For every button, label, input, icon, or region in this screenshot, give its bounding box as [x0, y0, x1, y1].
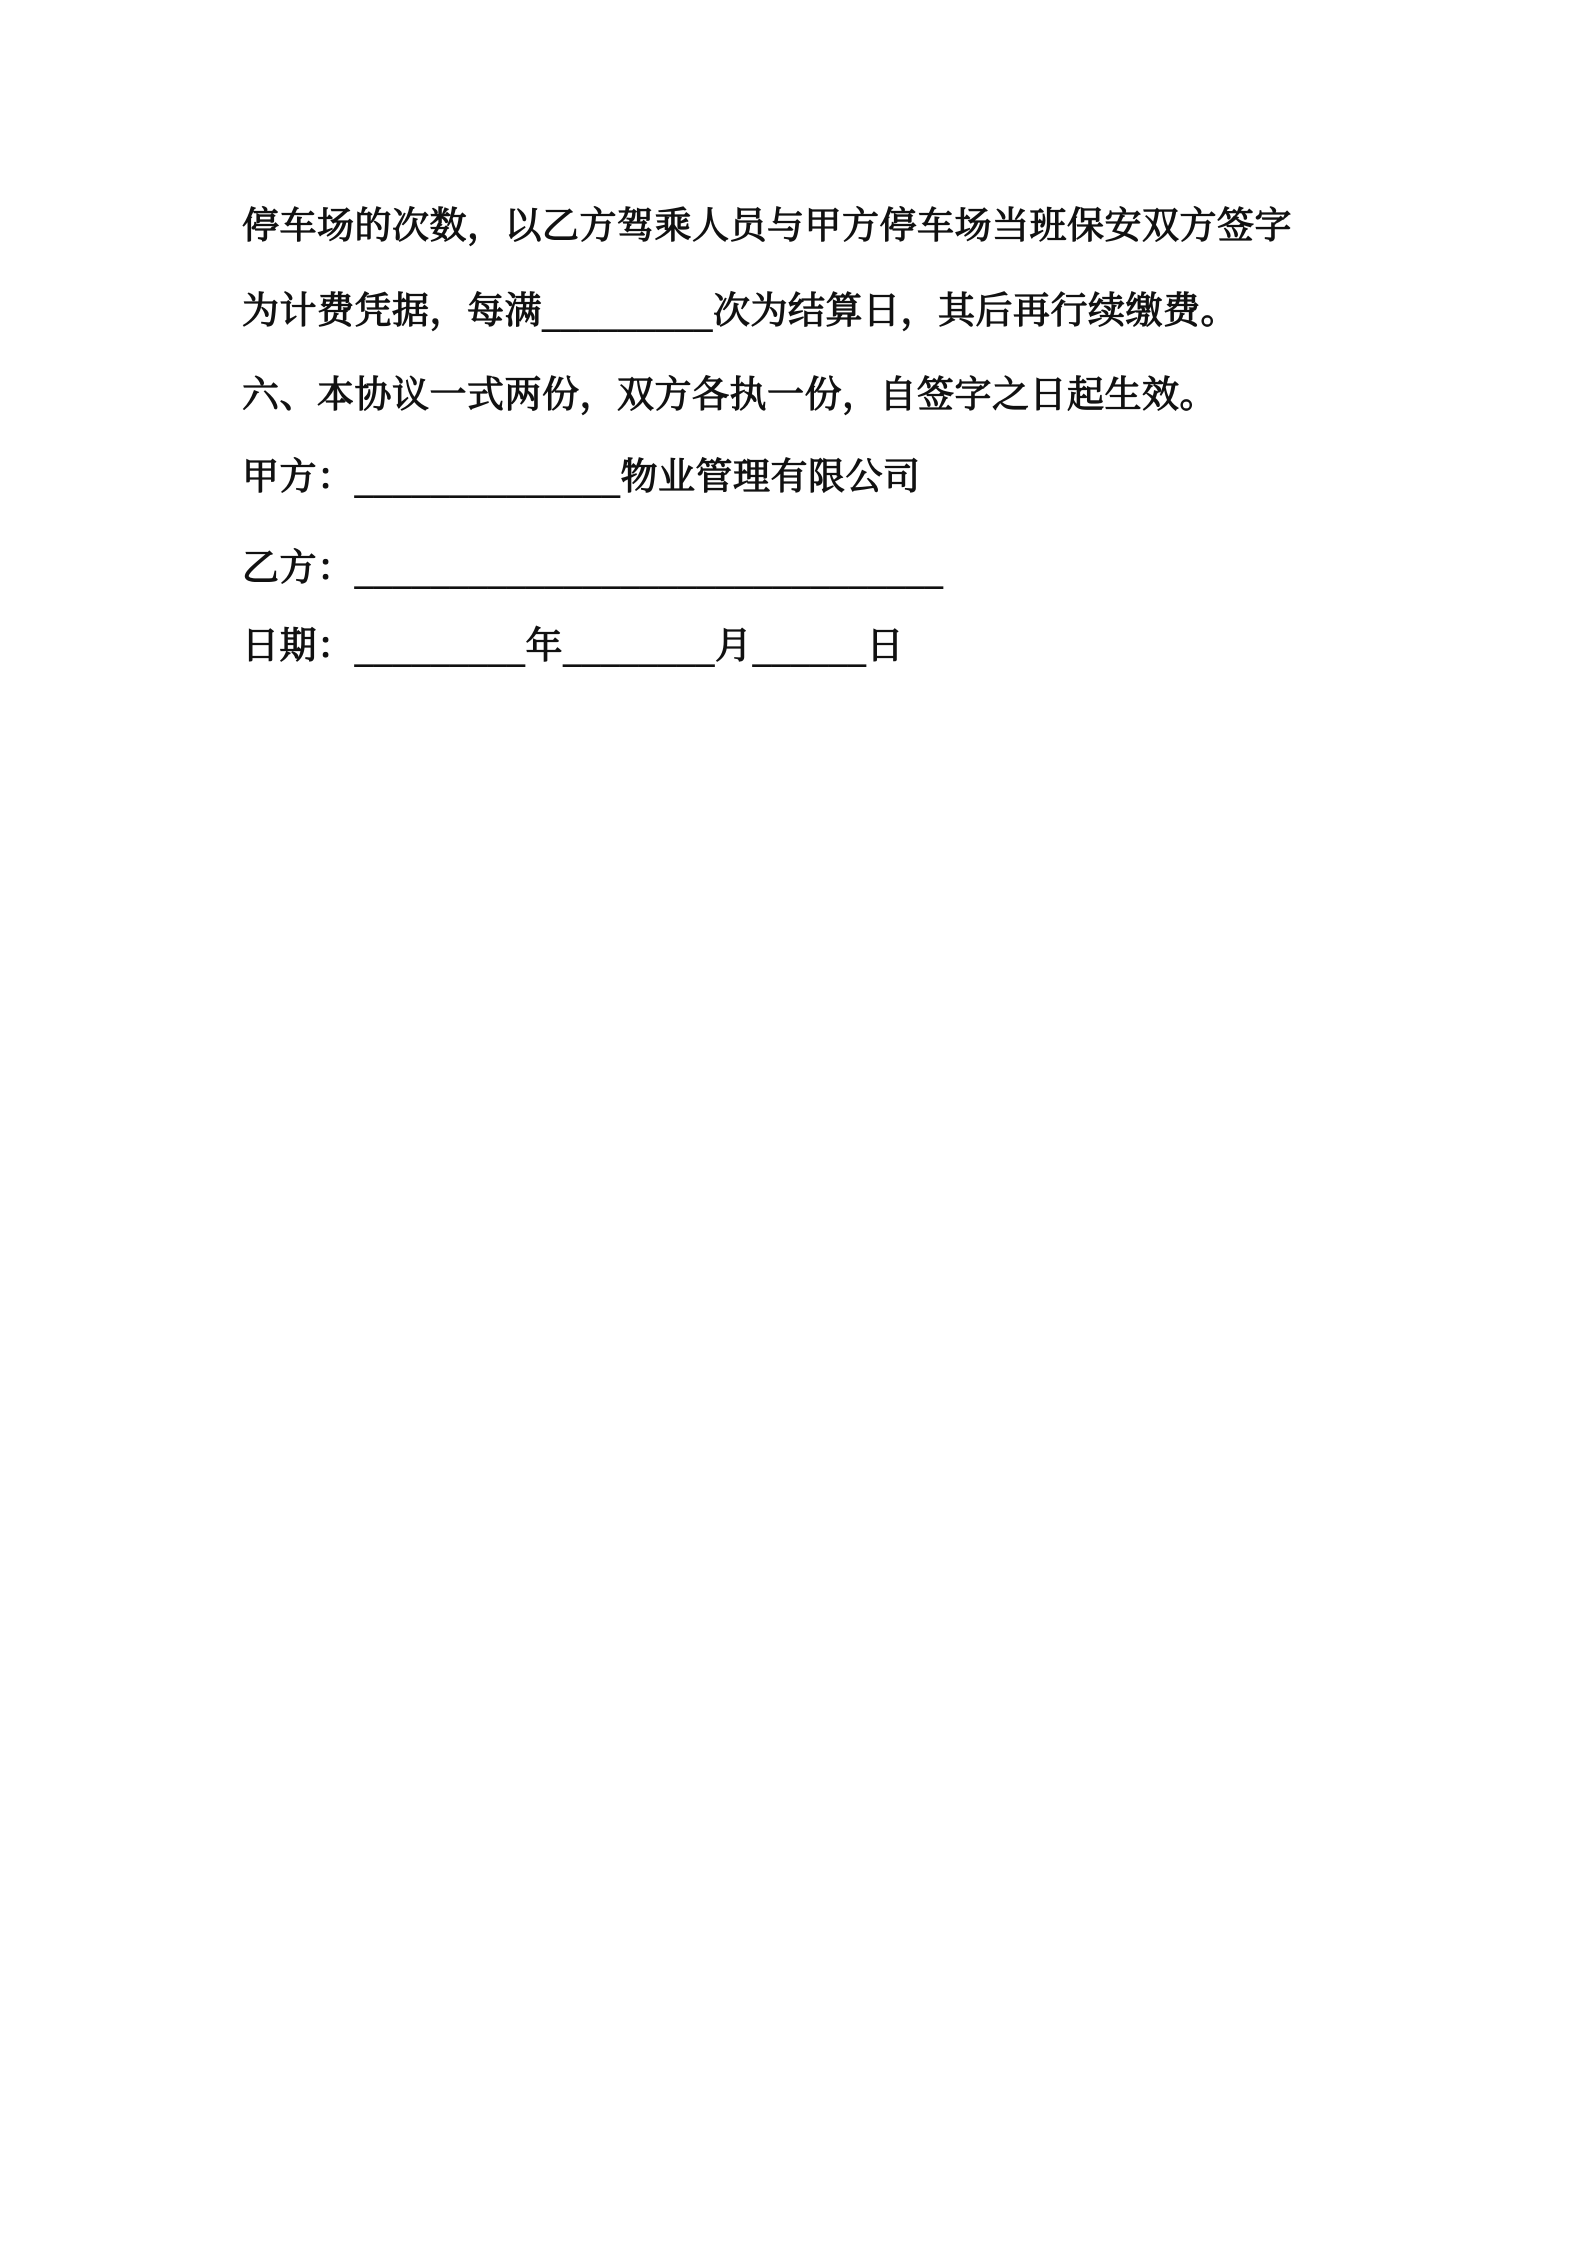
clause-six-text: 六、本协议一式两份，双方各执一份，自签字之日起生效。: [242, 373, 1217, 416]
date-year-blank: _________: [354, 624, 526, 667]
paragraph-line-billing: [242, 202, 1292, 250]
party-b-label: 乙方：: [242, 546, 355, 589]
date-label: 日期：: [242, 624, 355, 667]
party-b-blank: _______________________________: [354, 546, 944, 589]
paragraph-line-settlement: [242, 287, 1238, 335]
date-month-blank: ________: [563, 624, 715, 667]
party-b-signature-line: [242, 544, 944, 592]
party-a-blank: ______________: [354, 455, 621, 498]
settlement-text-after: 次为结算日，其后再行续缴费。: [713, 289, 1238, 332]
date-month-label: 月: [715, 624, 753, 667]
settlement-count-blank: _________: [542, 289, 713, 332]
billing-text: 停车场的次数，以乙方驾乘人员与甲方停车场当班保安双方签字: [242, 204, 1292, 247]
clause-six: [242, 371, 1217, 419]
date-year-label: 年: [525, 624, 563, 667]
date-line: [242, 622, 904, 670]
date-day-blank: ______: [752, 624, 867, 667]
settlement-text-before: 为计费凭据，每满: [242, 289, 542, 332]
date-day-label: 日: [866, 624, 904, 667]
party-a-signature-line: [242, 453, 921, 501]
party-a-label: 甲方：: [242, 455, 355, 498]
party-a-suffix: 物业管理有限公司: [620, 455, 921, 498]
